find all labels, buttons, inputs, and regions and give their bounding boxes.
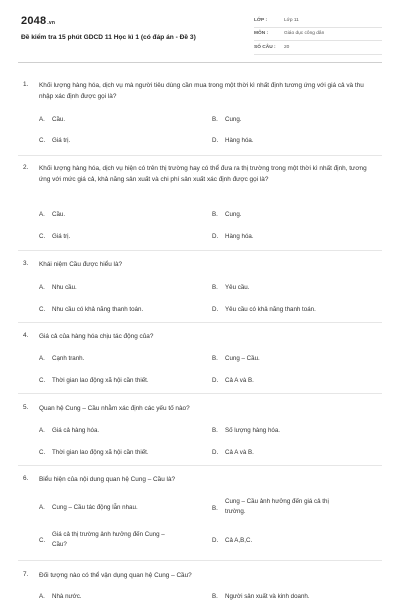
option-text: Cả A và B. <box>225 377 254 384</box>
option-letter: C. <box>39 137 46 144</box>
option-c[interactable] <box>39 233 70 241</box>
logo-main: 2048 <box>21 15 47 27</box>
logo-tld: .vn <box>47 20 56 26</box>
meta-label: SỐ CÂU : <box>254 44 276 50</box>
option-d[interactable] <box>212 233 254 241</box>
option-letter: A. <box>39 427 45 434</box>
option-text: Cầu. <box>52 116 66 123</box>
meta-value: Giáo dục công dân <box>284 31 325 37</box>
option-b[interactable] <box>212 284 249 292</box>
option-c[interactable] <box>39 377 149 385</box>
option-letter: B. <box>212 211 218 218</box>
option-text: Yêu cầu. <box>225 284 250 291</box>
option-text: Giá trị. <box>52 233 71 240</box>
option-letter: C. <box>39 377 46 384</box>
question-text: Giá cả của hàng hóa chịu tác động của? <box>39 333 154 340</box>
option-text: Thời gian lao động xã hội cần thiết. <box>52 449 149 456</box>
option-text: Cạnh tranh. <box>52 355 85 362</box>
option-a[interactable] <box>39 504 138 512</box>
option-d[interactable] <box>212 137 254 145</box>
question-divider <box>18 393 382 394</box>
option-text: Cung – Cầu tác động lẫn nhau. <box>52 504 138 511</box>
option-text: Yêu cầu có khả năng thanh toán. <box>225 306 316 313</box>
option-text: Giá cả hàng hóa. <box>52 427 100 434</box>
option-text: Thời gian lao động xã hội cần thiết. <box>52 377 149 384</box>
option-d[interactable] <box>212 377 254 385</box>
option-d[interactable] <box>212 537 252 545</box>
option-b[interactable] <box>212 427 280 435</box>
option-a[interactable] <box>39 427 99 435</box>
question-number: 6. <box>23 475 29 482</box>
option-text: Nhà nước. <box>52 593 82 600</box>
option-c[interactable] <box>39 449 149 457</box>
option-b[interactable] <box>212 593 310 600</box>
option-text: Cung – Cầu ảnh hưởng đến giá cả thị trường. <box>225 498 329 515</box>
meta-label: MÔN : <box>254 31 269 37</box>
question-number: 4. <box>23 332 29 339</box>
option-text: Số lượng hàng hóa. <box>225 427 280 434</box>
question-divider <box>18 250 382 251</box>
option-d[interactable] <box>212 449 254 457</box>
option-c[interactable] <box>39 137 70 145</box>
meta-label: LỚP : <box>254 17 268 23</box>
question-number: 1. <box>23 81 29 88</box>
option-a[interactable] <box>39 284 77 292</box>
option-text: Cả A và B. <box>225 449 254 456</box>
option-letter: B. <box>212 355 218 362</box>
question-number: 3. <box>23 260 29 267</box>
meta-row-count <box>254 41 382 55</box>
option-letter: D. <box>212 377 219 384</box>
question-text: Đối tượng nào có thể vận dụng quan hệ Cung – Cầu? <box>39 572 192 579</box>
option-a[interactable] <box>39 116 65 124</box>
meta-value: 20 <box>284 44 290 50</box>
question-text: Khối lượng hàng hóa, dịch vụ hiện có trên thị trường hay có thể đưa ra thị trường trong một thời kì nhất định, tương ứng với mức giá cả, khả năng sản xuất và chi phí sản xuất xác định được gọi là? <box>39 165 367 183</box>
option-text: Cả A,B,C. <box>225 537 253 544</box>
option-a[interactable] <box>39 593 82 600</box>
question-number: 5. <box>23 404 29 411</box>
option-letter: C. <box>39 449 46 456</box>
header-divider <box>18 62 382 63</box>
option-text: Hàng hóa. <box>225 233 254 240</box>
option-text: Cung. <box>225 116 242 123</box>
option-letter: A. <box>39 593 45 600</box>
question-divider <box>18 465 382 466</box>
option-b[interactable] <box>212 355 260 363</box>
meta-row-class <box>254 14 382 28</box>
option-letter: D. <box>212 449 219 456</box>
option-d[interactable] <box>212 306 316 314</box>
document-title: Đề kiểm tra 15 phút GDCD 11 Học kì 1 (có đáp án - Đề 3) <box>21 34 196 41</box>
option-letter: B. <box>212 427 218 434</box>
option-a[interactable] <box>39 355 84 363</box>
option-text: Cầu. <box>52 211 66 218</box>
site-logo[interactable] <box>21 15 55 27</box>
option-letter: C. <box>39 537 46 544</box>
option-letter: A. <box>39 504 45 511</box>
option-text: Cung – Cầu. <box>225 355 260 362</box>
option-text: Hàng hóa. <box>225 137 254 144</box>
option-letter: C. <box>39 233 46 240</box>
option-text: Giá trị. <box>52 137 71 144</box>
question-text: Khái niệm Cầu được hiểu là? <box>39 261 123 268</box>
question-divider <box>18 155 382 156</box>
option-letter: B. <box>212 504 218 512</box>
option-letter: D. <box>212 137 219 144</box>
meta-row-subject <box>254 28 382 42</box>
option-letter: A. <box>39 116 45 123</box>
question-text: Khối lượng hàng hóa, dịch vụ mà người tiêu dùng cần mua trong một thời kì nhất định tương ứng với giá cả và thu nhập xác định được gọi là? <box>39 82 364 100</box>
question-divider <box>18 322 382 323</box>
option-text: Nhu cầu. <box>52 284 77 291</box>
option-c[interactable] <box>39 306 143 314</box>
option-letter: C. <box>39 306 46 313</box>
question-number: 7. <box>23 571 29 578</box>
option-letter: A. <box>39 284 45 291</box>
question-divider <box>18 560 382 561</box>
option-letter: B. <box>212 593 218 600</box>
option-c[interactable] <box>39 531 170 550</box>
option-letter: A. <box>39 211 45 218</box>
option-letter: D. <box>212 306 219 313</box>
question-text: Quan hệ Cung – Cầu nhằm xác định các yếu tố nào? <box>39 405 190 412</box>
option-letter: B. <box>212 284 218 291</box>
option-text: Nhu cầu có khả năng thanh toán. <box>52 306 144 313</box>
option-b[interactable] <box>212 211 242 219</box>
question-text: Biểu hiện của nội dung quan hệ Cung – Cầu là? <box>39 476 176 483</box>
option-letter: D. <box>212 233 219 240</box>
option-b[interactable] <box>212 116 242 124</box>
question-number: 2. <box>23 164 29 171</box>
option-a[interactable] <box>39 211 65 219</box>
option-text: Người sản xuất và kinh doanh. <box>225 593 310 600</box>
option-text: Cung. <box>225 211 242 218</box>
option-letter: A. <box>39 355 45 362</box>
option-text: Giá cả thị trường ảnh hưởng đến Cung – Cầu? <box>52 531 165 548</box>
option-b[interactable] <box>212 498 343 517</box>
option-letter: D. <box>212 537 219 544</box>
option-letter: B. <box>212 116 218 123</box>
meta-value: Lớp 11 <box>284 17 299 23</box>
meta-table <box>254 14 382 55</box>
